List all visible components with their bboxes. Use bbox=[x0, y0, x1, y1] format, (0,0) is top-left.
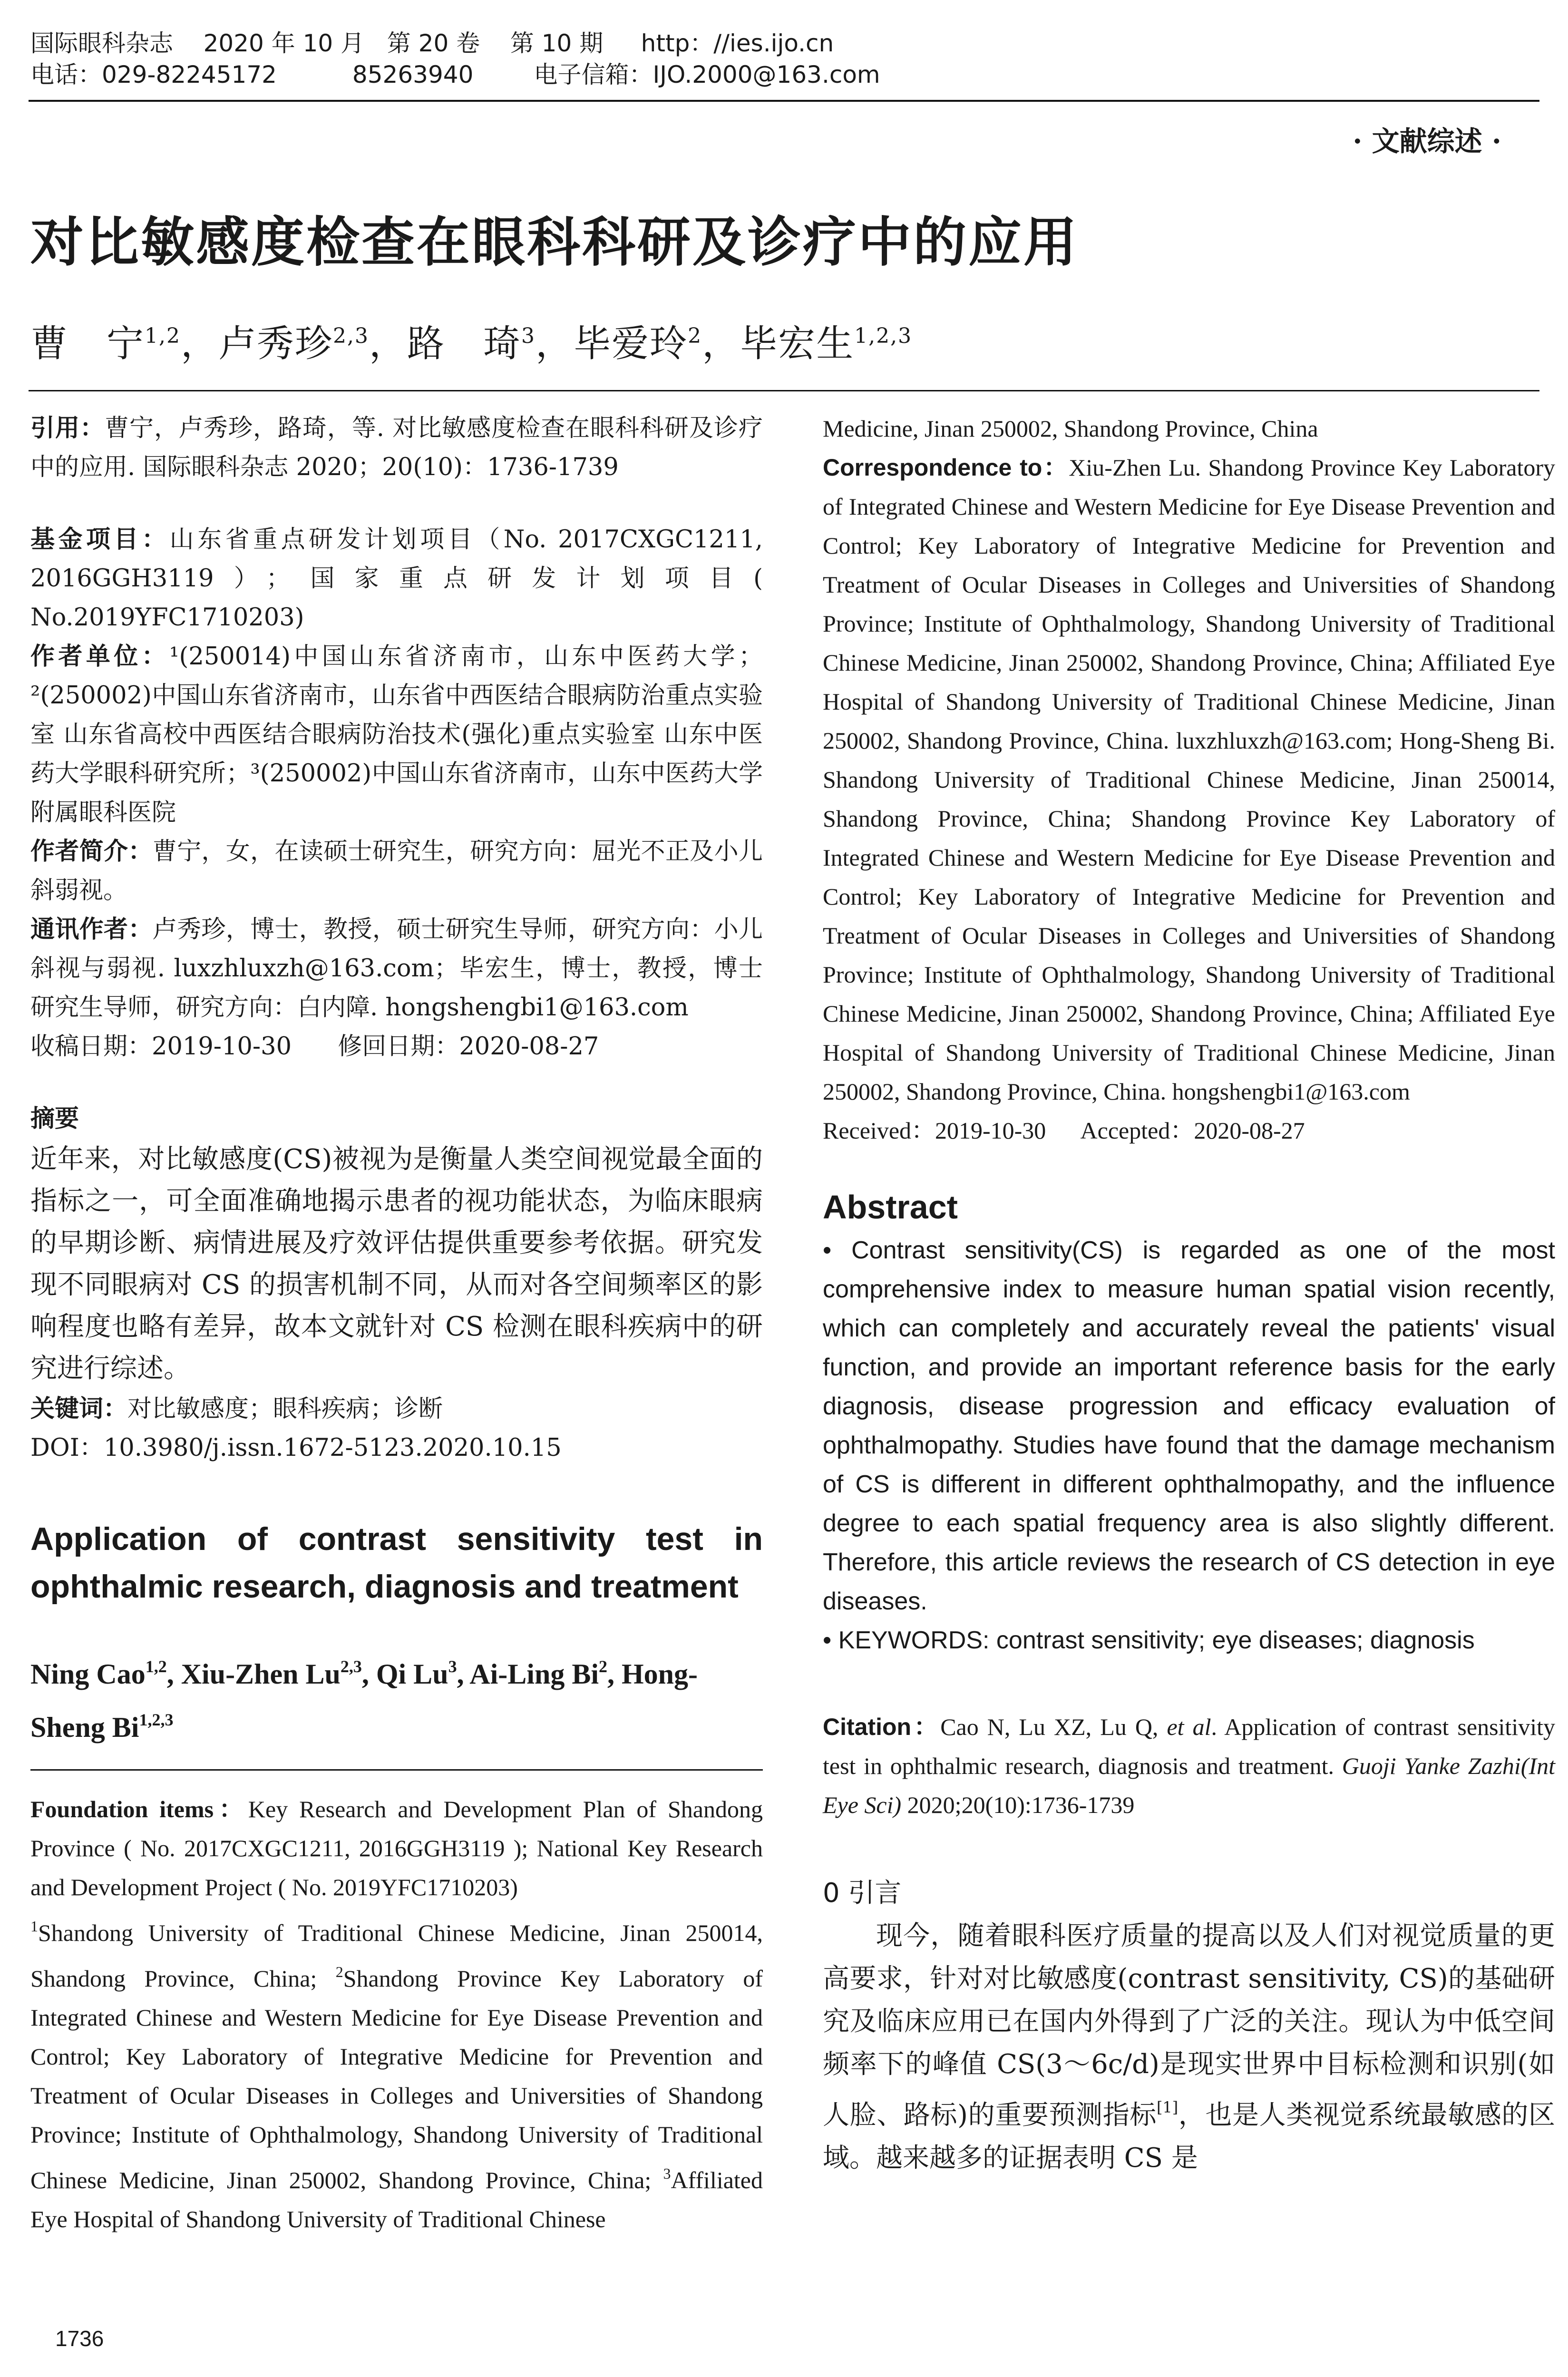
article-title: 对比敏感度检查在眼科科研及诊疗中的应用 bbox=[30, 212, 1079, 273]
intro-text-b: ，也是人类视觉系统最敏感的区域。越来越多的证据表明 CS 是 bbox=[823, 2100, 1555, 2173]
author-en-affil: 1,2,3 bbox=[139, 1710, 174, 1729]
citation-en-a: Cao N, Lu XZ, Lu Q, bbox=[940, 1714, 1167, 1740]
corr-cn bbox=[30, 910, 763, 1027]
abstract-cn: 近年来，对比敏感度(CS)被视为是衡量人类空间视觉最全面的指标之一，可全面准确地揭示患者的视功能状态，为临床眼病的早期诊断、病情进展及疗效评估提供重要参考依据。研究发现不同眼病对 CS 的损害机制不同，从而对各空间频率区的影响程度也略有差异，故本文就针对 CS 检测在眼科疾病中的研究进行综述。 bbox=[30, 1144, 763, 1384]
keywords-cn-label: 关键词： bbox=[30, 1395, 128, 1423]
journal-header bbox=[30, 28, 880, 90]
author-cn-affil: 1,2,3 bbox=[854, 324, 913, 348]
dates-en: Received：2019-10-30 Accepted：2020-08-27 bbox=[823, 1117, 1305, 1144]
section-tag: · 文献综述 · bbox=[1353, 125, 1501, 157]
foundation-en-label: Foundation items： bbox=[30, 1796, 248, 1822]
journal-header-line-2: 电话：029-82245172 85263940 电子信箱：IJO.2000@163.com bbox=[30, 61, 880, 88]
author-en: Ning Cao bbox=[30, 1658, 146, 1690]
foundation-en bbox=[30, 1790, 763, 1907]
affiliations-en-cont: Medicine, Jinan 250002, Shandong Province, China bbox=[823, 415, 1318, 442]
keywords-cn-text: 对比敏感度；眼科疾病；诊断 bbox=[127, 1395, 443, 1423]
header-rule bbox=[29, 100, 1539, 102]
correspondence-en-label: Correspondence to： bbox=[823, 454, 1069, 481]
intro-paragraph bbox=[823, 1915, 1555, 2180]
author-cn-affil: 2,3 bbox=[333, 324, 370, 348]
author-en-affil: 2 bbox=[599, 1657, 608, 1676]
corr-cn-text: 卢秀珍，博士，教授，硕士研究生导师，研究方向：小儿斜视与弱视. luxzhluxzh@163.com；毕宏生，博士，教授，博士研究生导师，研究方向：白内障. hongshengbi1@163.com bbox=[30, 916, 763, 1022]
keywords-cn bbox=[30, 1390, 763, 1429]
affil-en-2: Shandong Province Key Laboratory of Integrated Chinese and Western Medicine for Eye Disease Prevention and Control; Key Laboratory of Integrative Medicine for Prevention and Treatment of Ocular Diseases in Colleges and Universities of Shandong Province; Institute of Ophthalmology, Shandong University of Traditional Chinese Medicine, Jinan 250002, Shandong Province, China; bbox=[30, 1965, 763, 2193]
english-authors-rule bbox=[30, 1769, 763, 1771]
author-cn: 卢秀珍 bbox=[219, 322, 333, 365]
title-rule bbox=[29, 390, 1539, 391]
page-number: 1736 bbox=[55, 2326, 104, 2351]
author-cn: 毕爱玲 bbox=[574, 322, 688, 365]
author-cn-affil: 1,2 bbox=[145, 324, 181, 348]
foundation-en-text: Key Research and Development Plan of Shandong Province ( No. 2017CXGC1211, 2016GGH3119 ); National Key Research and Development Project ( No. 2019YFC1710203) bbox=[30, 1796, 763, 1900]
author-en-affil: 3 bbox=[448, 1657, 457, 1676]
dates-cn: 收稿日期：2019-10-30 修回日期：2020-08-27 bbox=[30, 1033, 599, 1061]
intro-heading: 0 引言 bbox=[823, 1878, 902, 1909]
bio-cn-label: 作者简介： bbox=[30, 838, 153, 866]
corr-cn-label: 通讯作者： bbox=[30, 916, 153, 944]
english-authors: Ning Cao$^{1,2}$, Xiu-Zhen Lu$^{2,3}$, Qi Lu$^3$, Ai-Ling Bi$^2$, Hong-Sheng Bi$^{1,2,3}$ bbox=[30, 1657, 698, 1743]
citation-en-b: . Application of contrast sensitivity test in ophthalmic research, diagnosis and treatment. bbox=[823, 1714, 1556, 1779]
correspondence-en bbox=[823, 448, 1555, 1111]
citation-en-etal: et al bbox=[1167, 1714, 1211, 1740]
citation-en-label: Citation： bbox=[823, 1714, 941, 1740]
affiliations-en: $^1$Shandong University of Traditional Chinese Medicine, Jinan 250014, Shandong Province, China; $^2$Shandong Province Key Laboratory of Integrated Chinese and Western Medicine for Eye Disease Prevention and Control; Key Laboratory of Integrative Medicine for Prevention and Treatment of Ocular Diseases in Colleges and Universities of Shandong Province; Institute of Ophthalmology, Shandong University of Traditional Chinese Medicine, Jinan 250002, Shandong Province, China; $^3$Affiliated Eye Hospital of Shandong University of Traditional Chinese bbox=[30, 1918, 763, 2232]
right-column bbox=[823, 409, 1555, 2180]
citation-cn bbox=[30, 409, 763, 487]
author-cn: 毕宏生 bbox=[740, 322, 855, 365]
author-en: Hong-Sheng Bi bbox=[30, 1658, 698, 1743]
journal-header-line-1: 国际眼科杂志 2020 年 10 月 第 20 卷 第 10 期 http：//ies.ijo.cn bbox=[30, 29, 834, 57]
doi: DOI：10.3980/j.issn.1672-5123.2020.10.15 bbox=[30, 1434, 562, 1462]
author-en: Qi Lu bbox=[376, 1658, 448, 1690]
citation-en-c: 2020;20(10):1736-1739 bbox=[901, 1792, 1135, 1818]
unit-cn-text: ¹(250014)中国山东省济南市，山东中医药大学；²(250002)中国山东省济南市，山东省中西医结合眼病防治重点实验室 山东省高校中西医结合眼病防治技术(强化)重点实验室 山东中医药大学眼科研究所；³(250002)中国山东省济南市，山东中医药大学附属眼科医院 bbox=[30, 643, 763, 827]
english-title: Application of contrast sensitivity test in ophthalmic research, diagnosis and treatment bbox=[30, 1521, 763, 1605]
citation-cn-label: 引用： bbox=[30, 414, 105, 442]
affil-en-3: Affiliated Eye Hospital of Shandong University of Traditional Chinese bbox=[30, 2167, 763, 2232]
citation-en bbox=[823, 1707, 1555, 1824]
intro-text-a: 现今，随着眼科医疗质量的提高以及人们对视觉质量的更高要求，针对对比敏感度(contrast sensitivity, CS)的基础研究及临床应用已在国内外得到了广泛的关注。现认为中低空间频率下的峰值 CS(3～6c/d)是现实世界中目标检测和识别(如人脸、路标)的重要预测指标 bbox=[823, 1920, 1555, 2131]
abstract-cn-heading: 摘要 bbox=[30, 1105, 79, 1133]
fund-cn-label: 基金项目： bbox=[30, 526, 170, 554]
bio-cn-text: 曹宁，女，在读硕士研究生，研究方向：屈光不正及小儿斜弱视。 bbox=[30, 838, 763, 905]
fund-cn-text: 山东省重点研发计划项目（No. 2017CXGC1211, 2016GGH3119）；国家重点研发计划项目( No.2019YFC1710203) bbox=[30, 526, 763, 632]
fund-cn bbox=[30, 520, 763, 637]
author-en-affil: 1,2 bbox=[145, 1657, 167, 1676]
bio-cn bbox=[30, 832, 763, 910]
abstract-en-heading: Abstract bbox=[823, 1188, 958, 1226]
author-cn-affil: 2 bbox=[688, 324, 702, 348]
author-cn-affil: 3 bbox=[521, 324, 536, 348]
unit-cn bbox=[30, 637, 763, 832]
abstract-en: • Contrast sensitivity(CS) is regarded as one of the most comprehensive index to measure human spatial vision recently, which can completely and accurately reveal the patients' visual function, and provide an important reference basis for the early diagnosis, disease progression and efficacy evaluation of ophthalmopathy. Studies have found that the damage mechanism of CS is different in different ophthalmopathy, and the influence degree to each spatial frequency area is also slightly different. Therefore, this article reviews the research of CS detection in eye diseases. bbox=[823, 1237, 1555, 1615]
affil-en-1: Shandong University of Traditional Chinese Medicine, Jinan 250014, Shandong Province, China; bbox=[30, 1919, 763, 1992]
unit-cn-label: 作者单位： bbox=[30, 643, 170, 671]
left-column bbox=[30, 409, 763, 2239]
author-cn: 曹 宁 bbox=[30, 322, 145, 365]
citation-cn-text: 曹宁，卢秀珍，路琦，等. 对比敏感度检查在眼科科研及诊疗中的应用. 国际眼科杂志 2020；20(10)：1736-1739 bbox=[30, 414, 763, 481]
author-en-affil: 2,3 bbox=[340, 1657, 362, 1676]
correspondence-en-text: Xiu-Zhen Lu. Shandong Province Key Laboratory of Integrated Chinese and Western Medicine for Eye Disease Prevention and Control; Key Laboratory of Integrative Medicine for Prevention and Treatment of Ocular Diseases in Colleges and Universities of Shandong Province; Institute of Ophthalmology, Shandong University of Traditional Chinese Medicine, Jinan 250002, Shandong Province, China; Affiliated Eye Hospital of Shandong University of Traditional Chinese Medicine, Jinan 250002, Shandong Province, China. luxzhluxzh@163.com; Hong-Sheng Bi. Shandong University of Traditional Chinese Medicine, Jinan 250014, Shandong Province, China; Shandong Province Key Laboratory of Integrated Chinese and Western Medicine for Eye Disease Prevention and Control; Key Laboratory of Integrative Medicine for Prevention and Treatment of Ocular Diseases in Colleges and Universities of Shandong Province; Institute of Ophthalmology, Shandong University of Traditional Chinese Medicine, Jinan 250002, Shandong Province, China; Affiliated Eye Hospital of Shandong University of Traditional Chinese Medicine, Jinan 250002, Shandong Province, China. hongshengbi1@163.com bbox=[823, 454, 1555, 1105]
authors-cn: 曹 宁$^{1,2}$，卢秀珍$^{2,3}$，路 琦$^3$，毕爱玲$^2$，毕宏生$^{1,2,3}$ bbox=[30, 322, 913, 365]
citation-en-journal: Guoji Yanke Zazhi(Int Eye Sci) bbox=[823, 1753, 1555, 1818]
author-en: Ai-Ling Bi bbox=[469, 1658, 599, 1690]
intro-ref: [1] bbox=[1156, 2098, 1178, 2116]
author-cn: 路 琦 bbox=[407, 322, 522, 365]
keywords-en: • KEYWORDS: contrast sensitivity; eye diseases; diagnosis bbox=[823, 1627, 1475, 1654]
author-en: Xiu-Zhen Lu bbox=[181, 1658, 341, 1690]
